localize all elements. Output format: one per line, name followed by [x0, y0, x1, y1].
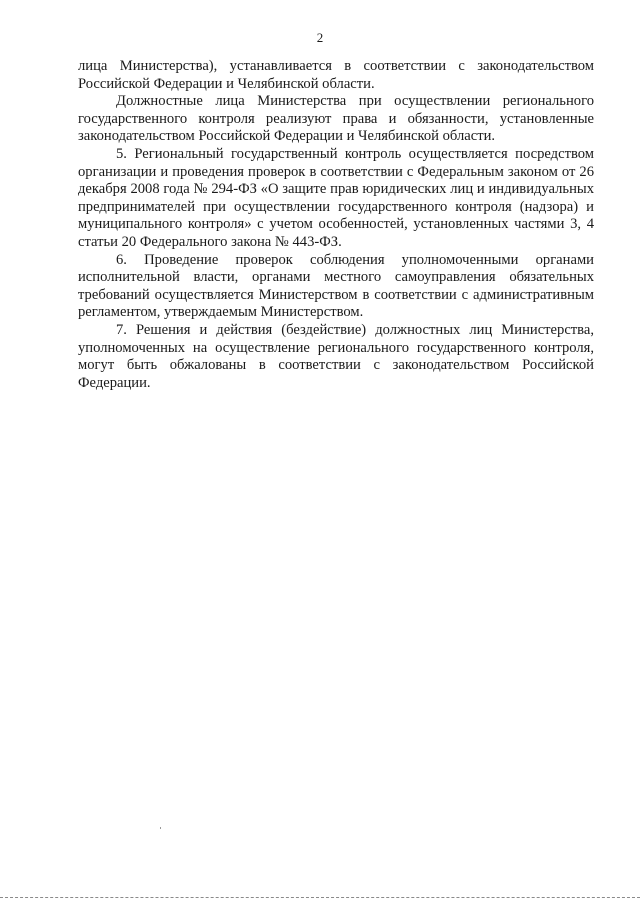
page-number: 2	[316, 30, 324, 45]
scan-artifact	[160, 827, 161, 829]
paragraph-item-5: 5. Региональный государственный контроль осуществляется посредством организации и проведения проверок в соответствии с Федеральным законом от 26 декабря 2008 года № 294-ФЗ «О защите прав юридических лиц и индивидуальных предпринимателей при осуществлении государственного контроля (надзора) и муниципального контроля» с учетом особенностей, установленных частями 3, 4 статьи 20 Федерального закона № 443-ФЗ.	[78, 145, 594, 250]
page-bottom-edge	[0, 897, 640, 898]
paragraph-item-6: 6. Проведение проверок соблюдения уполномоченными органами исполнительной власти, органами местного самоуправления обязательных требований осуществляется Министерством в соответствии с административным регламентом, утверждаемым Министерством.	[78, 251, 594, 321]
paragraph-item-7: 7. Решения и действия (бездействие) должностных лиц Министерства, уполномоченных на осуществление регионального государственного контроля, могут быть обжалованы в соответствии с законодательством Российской Федерации.	[78, 321, 594, 391]
paragraph-officials-rights: Должностные лица Министерства при осуществлении регионального государственного контроля реализуют права и обязанности, установленные законодательством Российской Федерации и Челябинской области.	[78, 93, 594, 145]
document-body	[78, 58, 594, 392]
paragraph-continuation: лица Министерства), устанавливается в соответствии с законодательством Российской Федерации и Челябинской области.	[78, 58, 594, 92]
